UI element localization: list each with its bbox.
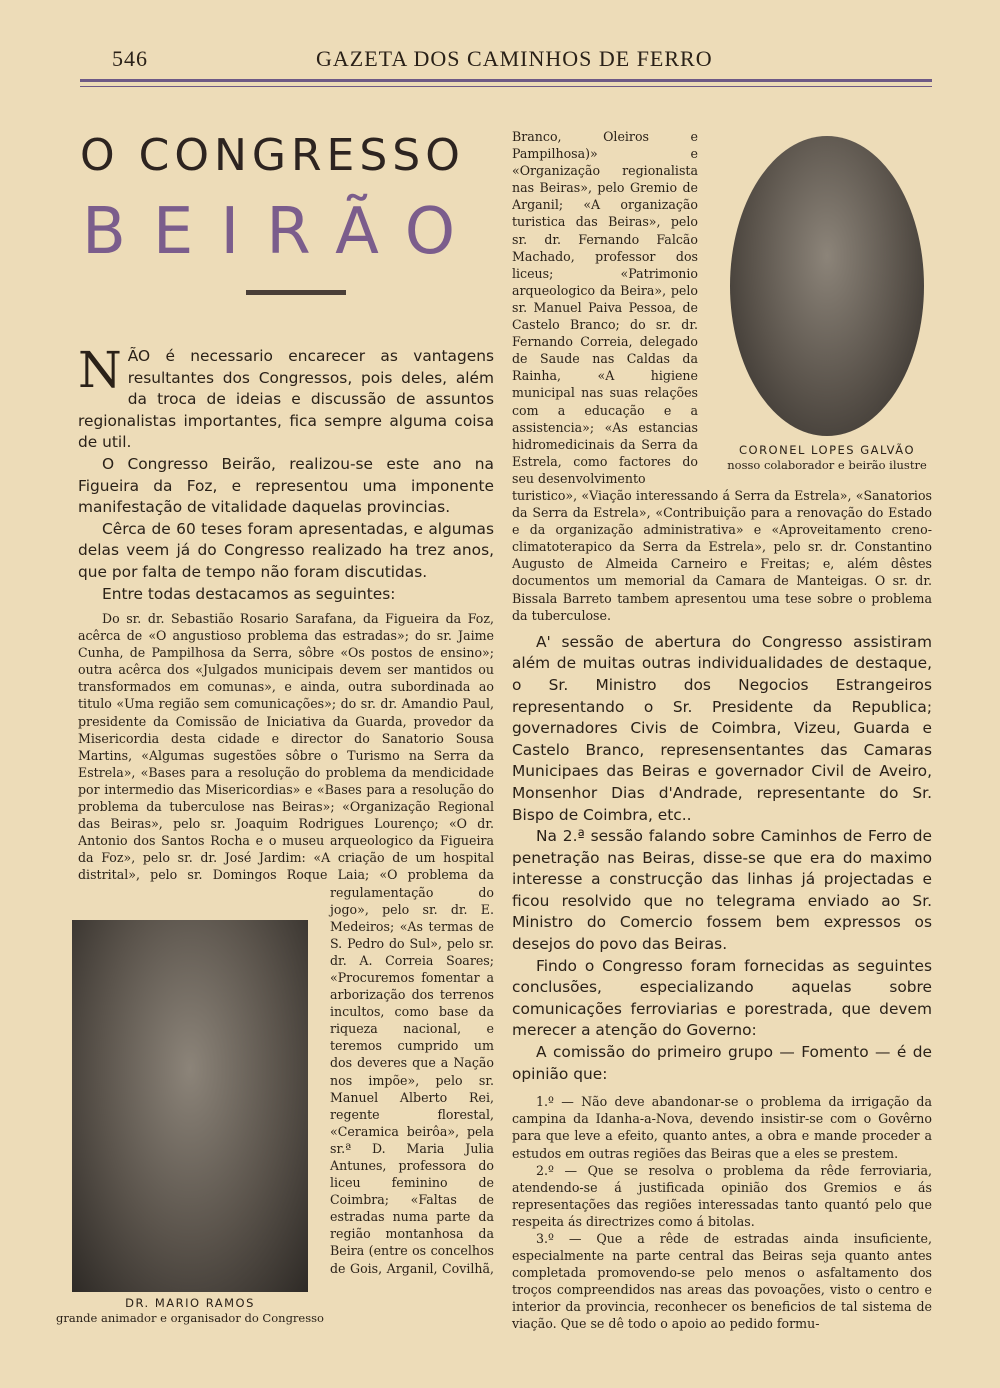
header-rule-thick <box>80 79 932 82</box>
photo-caption-name-lopes-galvao: CORONEL LOPES GALVÃO <box>738 443 916 457</box>
intro-paragraph: ÃO é necessario encarecer as vantagens resultantes dos Congressos, pois deles, além da troca de ideias e discussão de assuntos regionalistas importantes, fica sempre alguma coisa de util. <box>78 347 494 452</box>
photo-caption-mario-ramos: grande animador e organisador do Congresso <box>56 1311 324 1325</box>
paragraph-highlight: Entre todas destacamos as seguintes: <box>102 584 396 603</box>
paragraph-congress: O Congresso Beirão, realizou-se este ano na Figueira da Foz, e representou uma imponente manifestação de vitalidade daquelas provincias. <box>78 454 494 517</box>
theses-continued-col2: Branco, Oleiros e Pampilhosa)» e «Organização regionalista nas Beiras», pelo Gremio de Arganil; «A organização turistica das Beiras», pelo sr. dr. Fernando Falcão Machado, professor dos liceus; «Patrimonio arqueologico da Beira», pelo sr. Manuel Paiva Pessoa, de Castelo Branco; do sr. dr. Fernando Correia, delegado de Saude nas Caldas da Rainha, «A higiene municipal nas suas relações com a educação e a assistencia»; «As estancias hidromedicinais da Serra da Estrela, como factores do seu desenvolvimento <box>512 129 698 486</box>
header-rule-thin <box>80 86 932 87</box>
journal-title: GAZETA DOS CAMINHOS DE FERRO <box>316 46 713 71</box>
article-title-line2: BEIRÃO <box>82 195 483 269</box>
paragraph-theses-count: Cêrca de 60 teses foram apresentadas, e algumas delas veem já do Congresso realizado ha trez anos, que por falta de tempo não foram discutidas. <box>78 519 494 581</box>
right-column <box>512 487 932 1333</box>
paragraph-opening-session: A' sessão de abertura do Congresso assistiram além de muitas outras individualidades de destaque, o Sr. Ministro dos Negocios Estrangeiros representando o Sr. Presidente da Republica; governadores Civis de Coimbra, Vizeu, Guarda e Castelo Branco, represensentantes das Camaras Municipaes das Beiras e governador Civil de Aveiro, Monsenhor Dias d'Andrade, representante do Sr. Bispo de Coimbra, etc.. <box>512 632 932 824</box>
conclusion-1: 1.º — Não deve abandonar-se o problema da irrigação da campina da Idanha-a-Nova, devendo insistir-se com o Govêrno para que leve a efeito, quanto antes, a obra e mande proceder a estudos em outras regiões das Beiras que a eles se prestem. <box>512 1094 932 1161</box>
theses-continued-narrow <box>512 128 698 494</box>
title-ornament-rule <box>246 290 346 295</box>
paragraph-second-session: Na 2.ª sessão falando sobre Caminhos de Ferro de penetração nas Beiras, disse-se que era do maximo interesse a construcção das linhas já projectadas e ficou resolvido que no telegrama enviado ao Sr. Ministro do Comercio fossem bem expressos os desejos do povo das Beiras. <box>512 827 932 954</box>
intro-block <box>78 341 494 605</box>
conclusion-2: 2.º — Que se resolva o problema da rêde ferroviaria, atendendo-se á justificada opinião dos Gremios e ás representações das regiões interessadas tanto quantó pelo que respeita ás directrizes como á bitolas. <box>512 1162 932 1229</box>
conclusion-3: 3.º — Que a rêde de estradas ainda insuficiente, especialmente na parte central das Beiras seja quanto antes completada promovendo-se pelo menos o asfaltamento dos troços compreendidos nas areas das povoações, visto o centro e interior da provincia, reconhecer os beneficios de tal sistema de viação. Que se dê todo o apoio ao pedido formu- <box>512 1230 932 1332</box>
drop-cap: N <box>78 341 122 399</box>
article-title-line1: O CONGRESSO <box>80 130 465 181</box>
paragraph-commission: A comissão do primeiro grupo — Fomento — é de opinião que: <box>512 1043 932 1083</box>
theses-list: Do sr. dr. Sebastião Rosario Sarafana, da Figueira da Foz, acêrca de «O angustioso problema das estradas»; do sr. Jaime Cunha, de Pampilhosa da Serra, sôbre «Os postos de ensino»; outra acêrca dos «Julgados municipais devem ser mantidos ou transformados em comunas», e ainda, outra subordinada ao titulo «Uma região sem comunicações»; do sr. dr. Amandio Paul, presidente da Comissão de Iniciativa da Guarda, provedor da Misericordia desta cidade e director do Sanatorio Sousa Martins, «Algumas sugestões sôbre o Turismo na Serra da Estrela», «Bases para a resolução do problema da mendicidade por intermedio das Misericordias» e «Bases para a resolução do problema da tuberculose nas Beiras»; «Organização Regional das Beiras», pelo sr. Joaquim Rodrigues Lourenço; «O dr. Antonio dos Santos Rocha e o museu arqueologico da Figueira da Foz», pelo sr. dr. José Jardim: «A criação de um hospital distrital», pelo sr. Domingos Roque Laia; «O problema da regulamentação do jogo», pelo sr. dr. E. Medeiros; «As termas de S. Pedro do Sul», pelo sr. dr. A. Correia Soares; «Procuremos fomentar a arborização dos terrenos incultos, como base da riqueza nacional, e teremos cumprido um dos deveres que a Nação nos impõe», pelo sr. Manuel Alberto Rei, regente florestal, «Ceramica beirôa», pela sr.ª D. Maria Julia Antunes, professora do liceu feminino de Coimbra; «Faltas de estradas numa parte da região montanhosa da Beira (entre os concelhos de Gois, Arganil, Covilhã, <box>78 611 494 1276</box>
photo-lopes-galvao <box>730 136 924 436</box>
theses-continued-full: turistico», «Viação interessando á Serra da Estrela», «Sanatorios da Serra da Estrela», «Contribuição para a renovação do Estado e da organização administrativa» e «Aproveitamento creno-climatoterapico da Serra da Estrela», pelo sr. dr. Constantino Augusto de Almeida Carneiro e Freitas; e, além dêstes documentos um memorial da Camara de Manteigas. O sr. dr. Bissala Barreto tambem apresentou uma tese sobre o problema da tuberculose. <box>512 488 932 623</box>
photo-caption-lopes-galvao: nosso colaborador e beirão ilustre <box>727 458 927 472</box>
photo-mario-ramos <box>72 920 308 1292</box>
photo-caption-name-mario-ramos: DR. MARIO RAMOS <box>125 1296 255 1310</box>
page-number: 546 <box>112 46 148 71</box>
paragraph-conclusions-intro: Findo o Congresso foram fornecidas as seguintes conclusões, especializando aquelas sobre comunicações ferroviarias e porestrada, que devem merecer a atenção do Governo: <box>512 956 932 1040</box>
